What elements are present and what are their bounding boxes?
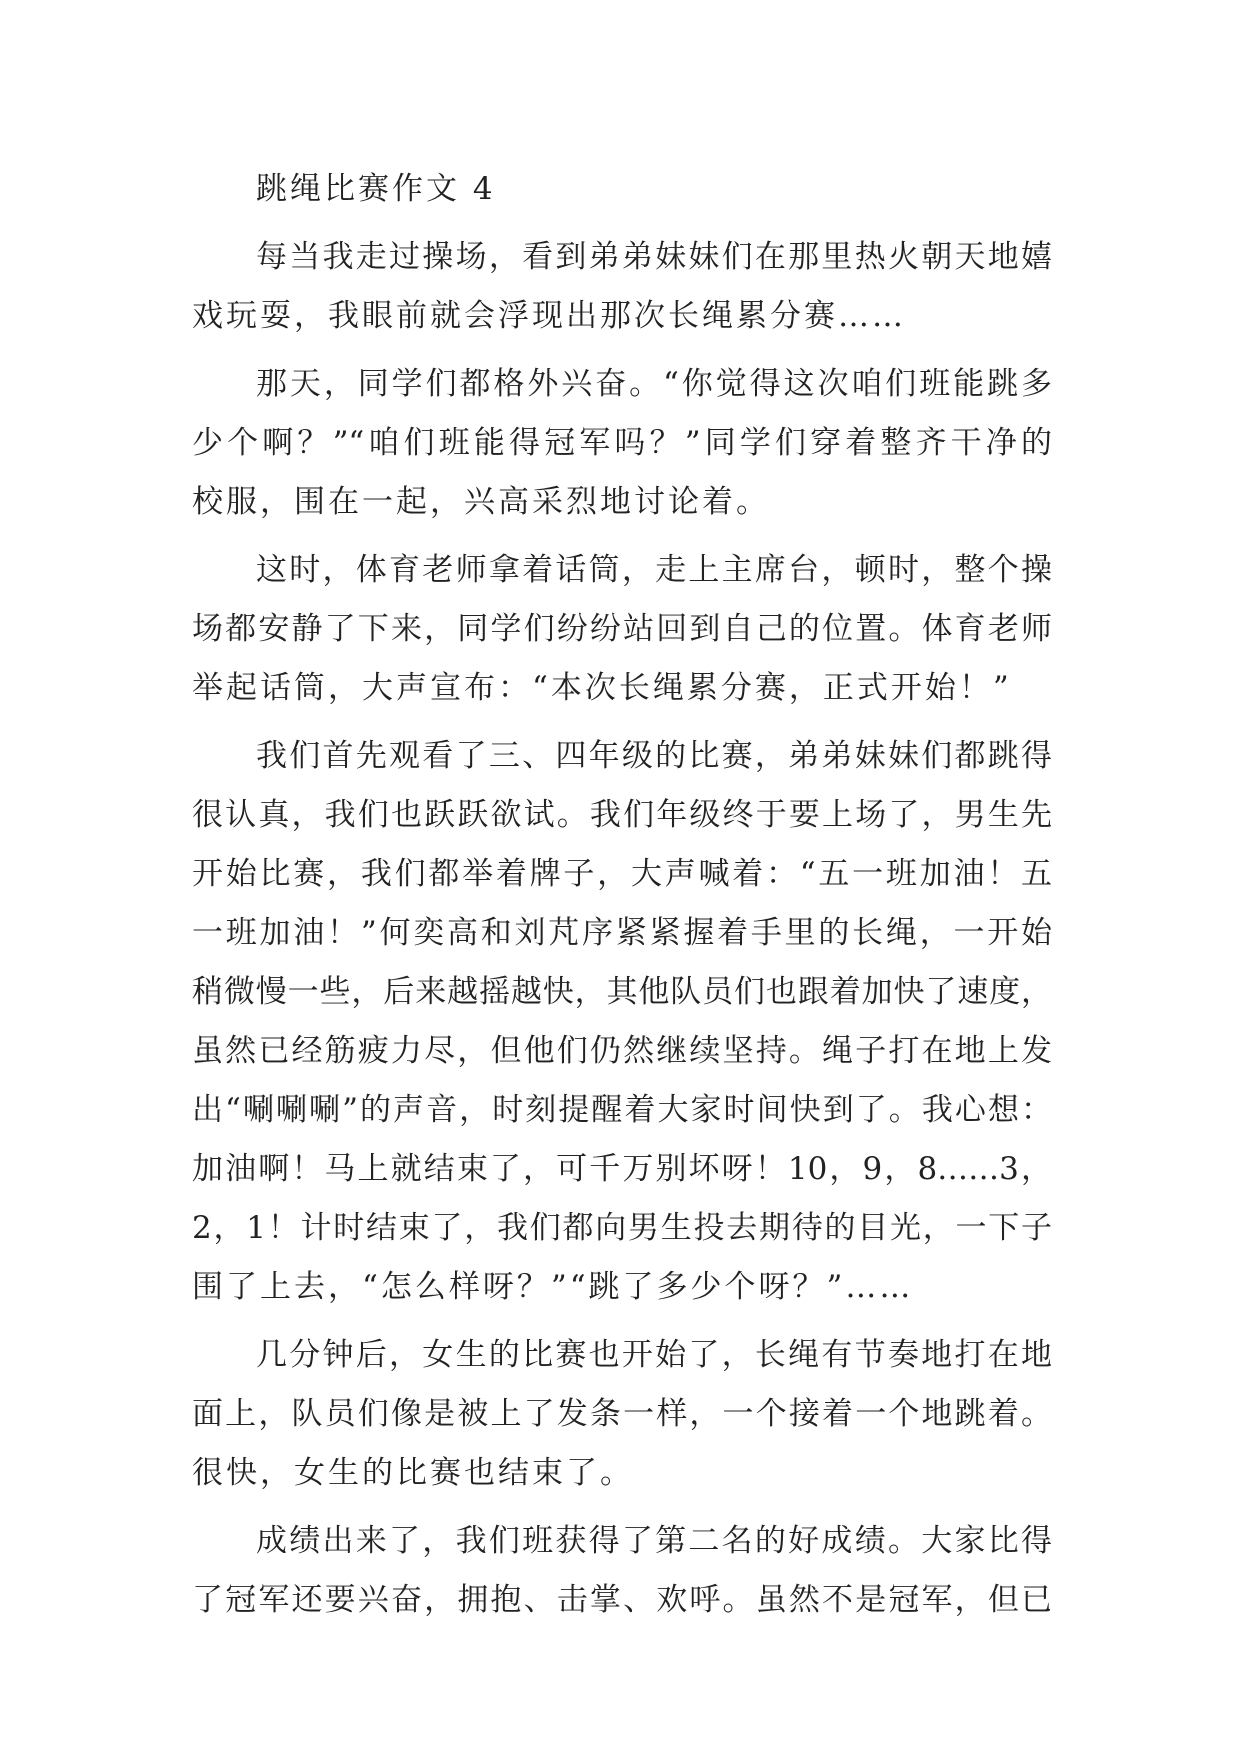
paragraph-gap — [192, 718, 1052, 727]
paragraph-gap — [192, 219, 1052, 228]
paragraph-gap — [192, 1317, 1052, 1326]
paragraph-line: 面上，队员们像是被上了发条一样，一个接着一个地跳着。 — [192, 1396, 1052, 1432]
paragraph-line: 成绩出来了，我们班获得了第二名的好成绩。大家比得 — [256, 1523, 1052, 1559]
paragraph-line: 举起话筒，大声宣布：“本次长绳累分赛，正式开始！” — [192, 670, 1012, 706]
essay-body — [192, 160, 1052, 1630]
paragraph-line: 几分钟后，女生的比赛也开始了，长绳有节奏地打在地 — [256, 1337, 1052, 1373]
paragraph-line: 围了上去，“怎么样呀？”“跳了多少个呀？”…… — [192, 1269, 914, 1305]
paragraph-line: 这时，体育老师拿着话筒，走上主席台，顿时，整个操 — [256, 552, 1052, 588]
paragraph-line: 了冠军还要兴奋，拥抱、击掌、欢呼。虽然不是冠军，但已 — [192, 1582, 1052, 1618]
paragraph-line: 一班加油！”何奕高和刘芃序紧紧握着手里的长绳，一开始 — [192, 915, 1052, 951]
paragraph-gap — [192, 532, 1052, 541]
paragraph-gap — [192, 346, 1052, 355]
paragraph-line: 虽然已经筋疲力尽，但他们仍然继续坚持。绳子打在地上发 — [192, 1033, 1052, 1069]
paragraph-line: 出“唰唰唰”的声音，时刻提醒着大家时间快到了。我心想： — [192, 1092, 1052, 1128]
paragraph-line: 场都安静了下来，同学们纷纷站回到自己的位置。体育老师 — [192, 611, 1052, 647]
essay-title: 跳绳比赛作文 4 — [256, 171, 496, 207]
paragraph-line: 少个啊？”“咱们班能得冠军吗？”同学们穿着整齐干净的 — [192, 425, 1052, 461]
paragraph-line: 我们首先观看了三、四年级的比赛，弟弟妹妹们都跳得 — [256, 738, 1052, 774]
paragraph-line: 那天，同学们都格外兴奋。“你觉得这次咱们班能跳多 — [256, 366, 1052, 402]
paragraph-line: 校服，围在一起，兴高采烈地讨论着。 — [192, 484, 770, 520]
paragraph-line: 2，1！计时结束了，我们都向男生投去期待的目光，一下子 — [192, 1210, 1052, 1246]
paragraph-line: 开始比赛，我们都举着牌子，大声喊着：“五一班加油！五 — [192, 856, 1052, 892]
paragraph-line: 戏玩耍，我眼前就会浮现出那次长绳累分赛…… — [192, 298, 906, 334]
paragraph-line: 加油啊！马上就结束了，可千万别坏呀！10，9，8……3， — [192, 1151, 1052, 1187]
paragraph-line: 很认真，我们也跃跃欲试。我们年级终于要上场了，男生先 — [192, 797, 1052, 833]
paragraph-line: 稍微慢一些，后来越摇越快，其他队员们也跟着加快了速度， — [192, 974, 1052, 1010]
paragraph-line: 每当我走过操场，看到弟弟妹妹们在那里热火朝天地嬉 — [256, 239, 1052, 275]
paragraph-gap — [192, 1503, 1052, 1512]
paragraph-line: 很快，女生的比赛也结束了。 — [192, 1455, 634, 1491]
